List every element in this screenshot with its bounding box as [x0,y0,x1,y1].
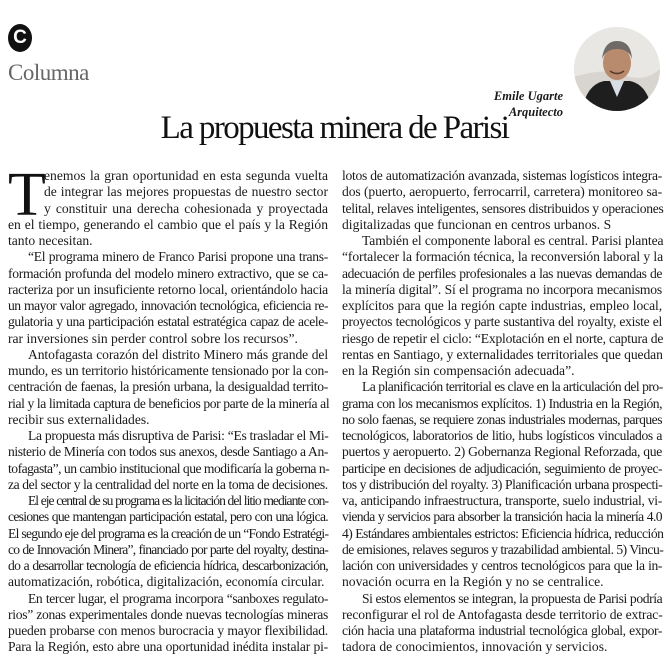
paragraph [342,591,662,656]
text-line: puertos y aeropuerto. 2) Gobernanza Regional Reforzada, que [342,444,662,460]
text-line: Antofagasta corazón del distrito Minero más grande del [28,346,328,362]
text-line: do a desarrollar tecnología de eficiencia hídrica, descarbonización, [8,558,328,573]
text-line: digitalizadas que funcionan en centros urbanos. S [342,216,612,232]
text-line: tofagasta”, un cambio institucional que modificaría la goberna n- [8,460,330,476]
text-line: Si estos elementos se integran, la propuesta de Parisi podría [362,590,663,606]
text-line: en el tiempo, generando el cambio que el país y la Región [8,216,328,232]
text-line: za del sector y la centralidad del norte en la toma de decisiones. [8,476,328,492]
text-line: un mayor valor agregado, innovación tecnológica, eficiencia re- [8,298,328,313]
text-line: no solo faenas, se requiere zonas industriales modernas, parques [342,411,662,427]
text-line: rios” zonas experimentales donde nuevas tecnologías mineras [8,606,328,622]
text-line: rentas en Santiago, y externalidades territoriales que quedan [342,346,663,362]
text-line: La planificación territorial es clave en la articulación del pro- [362,379,663,395]
text-line: la minería digital”. Sí el programa no incorpora mecanismos [342,281,662,297]
article-title: La propuesta minera de Parisi [160,110,509,146]
text-line: y constituir una derecha cohesionada y proyectada [44,200,328,216]
text-line: tadora de conocimientos, innovación y servicios. [342,639,608,655]
paragraph [8,493,328,591]
text-line: grama con los mecanismos explícitos. 1) Industria en la Región, [342,395,662,411]
text-line: dos (puerto, aeropuerto, ferrocarril, carretera) monitoreo sa- [342,184,662,200]
text-line: proyectos tecnológicos y parte sustantiva del royalty, existe el [342,314,662,330]
text-line: explícitos para que la región capte industrias, empleo local, [342,298,662,313]
article-column-left [8,161,330,656]
text-line: racteriza por un insuficiente retorno local, orientándolo hacia [8,281,328,297]
paragraph [8,161,328,249]
text-line: rial y la limitada captura de beneficios por parte de la minería al [8,395,330,411]
text-line: El eje central de su programa es la licitación del litio mediante con- [28,493,328,508]
text-line: rar inversiones sin perder control sobre los recursos”. [8,330,298,346]
text-line: tos y distribución del royalty. 3) Planificación urbana prospecti- [342,476,663,492]
text-line: lotos de automatización avanzada, sistemas logísticos integra- [342,168,662,183]
text-line: tecnológicos, laboratorios de litio, hubs logísticos vinculados a [342,428,662,443]
column-logo-icon: C [8,24,32,52]
text-line: telital, relaves inteligentes, sensores distribuidos y operaciones [342,200,664,216]
paragraph [342,233,662,379]
text-line: va, anticipando infraestructura, transporte, suelo industrial, vi- [342,493,662,508]
text-line: nisterio de Minería con todos sus anexos, desde Santiago a An- [8,444,328,460]
text-line: enemos la gran oportunidad en esta segunda vuelta [44,168,328,183]
text-line: recibir sus externalidades. [8,411,150,427]
text-line: riesgo de repetir el ciclo: “Explotación en el norte, captura de [342,330,664,346]
text-line: automatización, robótica, digitalización, economía circular. [8,574,325,590]
text-line: vienda y servicios para absorber la transición hacia la minería 4.0 [342,509,662,525]
text-line: mundo, es un territorio históricamente tensionado por la con- [8,363,329,378]
text-line: co de Innovación Minera”, financiado por parte del royalty, destina- [8,541,328,557]
text-line: formación profunda del modelo minero extractivo, que se ca- [8,265,328,281]
text-line: 4) Estándares ambientales estrictos: Eficiencia hídrica, reducción [342,525,664,541]
paragraph [342,379,662,590]
text-line: “fortalecer la formación técnica, la reconversión laboral y la [342,249,664,265]
section-label: Columna [8,60,89,85]
text-line: “El programa minero de Franco Parisi propone una trans- [28,249,328,265]
text-line: de emisiones, relaves seguros y trazabilidad ambiental. 5) Vincu- [342,541,664,557]
author-portrait-icon [574,27,660,111]
text-line: gulatoria y una participación estatal estratégica capaz de acele- [8,314,328,330]
author-name: Emile Ugarte [493,89,563,103]
author-role: Arquitecto [508,105,563,119]
text-line: adecuación de perfiles profesionales a las nuevas demandas de [342,265,662,281]
text-line: tanto necesitan. [8,233,93,248]
text-line: cesiones que mantengan participación estatal, pero con una lógica. [8,509,328,525]
text-line: pueden probarse con menos burocracia y mayor flexibilidad. [8,623,328,638]
text-line: reconfigurar el rol de Antofagasta desde territorio de extrac- [342,606,663,622]
text-line: novación ocurra en la Región y no se centralice. [342,574,604,590]
text-line: En tercer lugar, el programa incorpora “sanboxes regulato- [28,590,328,606]
text-line: ción hacia una plataforma industrial tecnológica global, expor- [342,623,662,638]
text-line: La propuesta más disruptiva de Parisi: “Es trasladar el Mi- [28,428,329,443]
text-line: También el componente laboral es central. Parisi plantea [362,233,664,248]
text-line: de integrar las mejores propuestas de nuestro sector [44,184,328,200]
text-line: centración de faenas, la presión urbana, la desigualdad territo- [8,379,328,395]
text-line: participe en decisiones de adjudicación, seguimiento de proyec- [342,460,662,476]
paragraph [8,428,328,493]
text-line: en la Región sin compensación adecuada”. [342,363,575,378]
drop-cap: T [8,161,46,229]
text-line: Para la Región, esto abre una oportunidad inédita instalar pi- [8,639,328,655]
paragraph [342,168,662,233]
text-line: El segundo eje del programa es la creación de un “Fondo Estratégi- [8,525,329,541]
paragraph [8,591,328,656]
paragraph [8,249,328,347]
text-line: lación con universidades y centros tecnológicos para que la in- [342,558,662,573]
author-photo [574,27,660,111]
article-column-right [342,168,662,656]
paragraph [8,347,328,428]
